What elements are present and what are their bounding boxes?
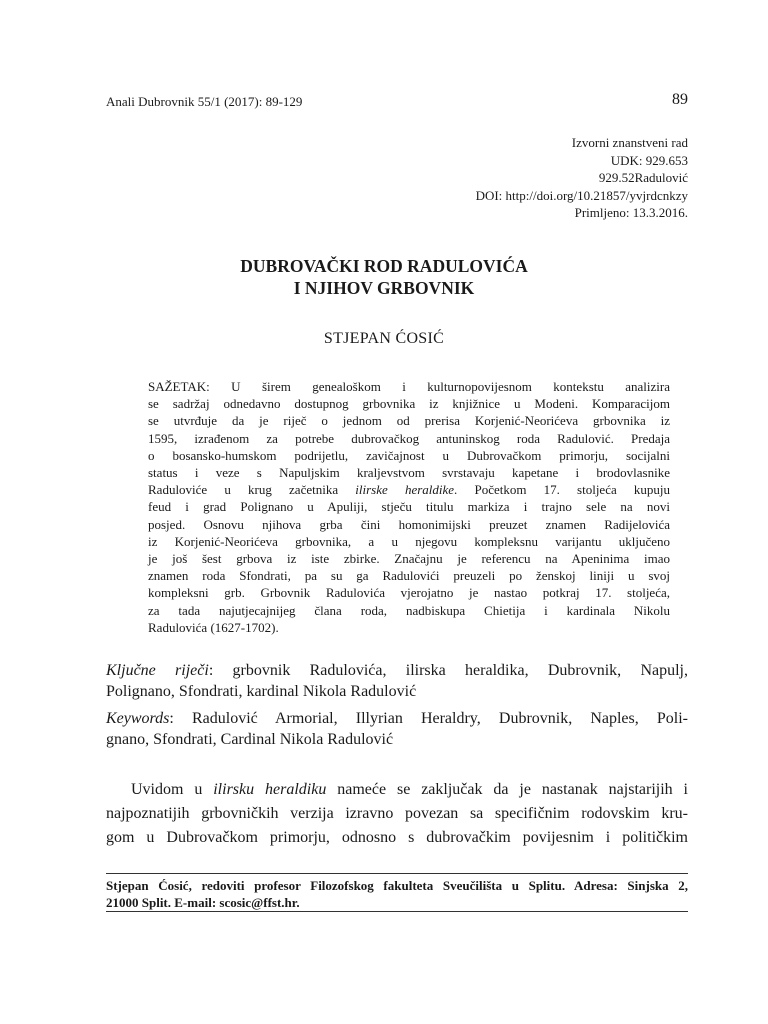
page-number: 89 [672, 91, 688, 108]
udk-code: UDK: 929.653 [610, 152, 688, 168]
footnote-line: Stjepan Ćosić, redoviti profesor Filozofskog fakulteta Sveučilišta u Splitu. Adresa: Sinjska 2, [106, 878, 688, 893]
abstract [148, 378, 670, 636]
body-line [106, 778, 688, 802]
article-type: Izvorni znanstveni rad [571, 135, 688, 150]
abstract-text: . Početkom 17. stoljeća kupuju [454, 482, 671, 498]
footnote-line: 21000 Split. E-mail: scosic@ffst.hr. [106, 895, 300, 910]
article-metadata [476, 134, 688, 222]
abstract-line: posjed. Osnovu njihova grba čini homonimijski preuzet znamen Radijelovića [148, 516, 670, 532]
author-footnote [106, 877, 688, 911]
author-name: STJEPAN ĆOSIĆ [323, 330, 445, 347]
received-date: Primljeno: 13.3.2016. [574, 205, 688, 220]
body-text-run: nameće se zaključak da je nastanak najstarijih i [326, 781, 688, 798]
abstract-text: Raduloviće u krug začetnika [148, 482, 356, 498]
keywords-label: Keywords [106, 710, 170, 727]
article-title [0, 255, 768, 299]
keywords-line: gnano, Sfondrati, Cardinal Nikola Radulović [106, 731, 394, 748]
abstract-line: status i veze s Napuljskim kraljevstvom svrstavaju kapetane i brodovlasnike [148, 465, 670, 481]
abstract-line: se utvrđuje da je riječ o jednom od prerisa Korjenić-Neorićeva grbovnika iz [148, 413, 670, 429]
doi-link[interactable]: DOI: http://doi.org/10.21857/yvjrdcnkzy [475, 187, 688, 203]
abstract-line [148, 481, 670, 498]
keywords-text: : grbovnik Radulovića, ilirska heraldika, Dubrovnik, Napulj, [208, 662, 689, 679]
abstract-line: SAŽETAK: U širem genealoškom i kulturnopovijesnom kontekstu analizira [148, 379, 670, 394]
body-line: najpoznatijih grbovničkih verzija izravno povezan sa specifičnim rodovskim kru- [106, 805, 688, 822]
udk-code-secondary: 929.52Radulović [598, 170, 688, 185]
abstract-line: 1595, izrađenom za potrebe dubrovačkog antuninskog roda Radulović. Predaja [148, 430, 670, 446]
keywords-text: : Radulović Armorial, Illyrian Heraldry, Dubrovnik, Naples, Poli- [169, 710, 688, 727]
keywords-english [106, 708, 688, 750]
footnote-rule-bottom [106, 911, 688, 912]
abstract-emphasis: ilirske heraldike [355, 482, 455, 498]
body-text [106, 778, 688, 850]
abstract-line: kompleksni grb. Grbovnik Radulovića vjerojatno je nastao potkraj 17. stoljeća, [148, 585, 670, 601]
keywords-line [106, 660, 688, 681]
body-line: gom u Dubrovačkom primorju, odnosno s dubrovačkim povijesnim i političkim [106, 829, 688, 846]
keywords-line [106, 708, 688, 729]
abstract-line: za tada najutjecajnijeg člana roda, nadbiskupa Chietija i kardinala Nikolu [148, 602, 670, 618]
title-line-1: DUBROVAČKI ROD RADULOVIĆA [240, 256, 528, 276]
abstract-line: o bosansko-humskom podrijetlu, zavičajnost u Dubrovačkom primorju, socijalni [148, 447, 670, 463]
abstract-line: se sadržaj odnedavno dostupnog grbovnika iz knjižnice u Modeni. Komparacijom [148, 396, 670, 412]
abstract-line: je još šest grbova iz iste zbirke. Značajnu je referencu na Apeninima imao [148, 551, 670, 567]
body-emphasis: ilirsku heraldiku [213, 781, 327, 798]
keywords-croatian [106, 660, 688, 702]
keywords-label: Ključne riječi [106, 662, 209, 679]
abstract-line: iz Korjenić-Neorićeva grbovnika, a u njegovu kompleksnu varijantu uključeno [148, 533, 670, 549]
footnote-rule-top [106, 873, 688, 874]
title-line-2: I NJIHOV GRBOVNIK [293, 278, 475, 298]
abstract-line: znamen roda Sfondrati, pa su ga Radulovići preuzeli po ženskoj liniji u svoj [148, 568, 670, 584]
journal-citation: Anali Dubrovnik 55/1 (2017): 89-129 [106, 94, 303, 109]
abstract-line: feud i grad Polignano u Apuliji, stječu titulu markiza i trajno sele na novi [148, 499, 670, 515]
body-text-run: Uvidom u [131, 781, 214, 798]
abstract-line: Radulovića (1627-1702). [148, 619, 279, 635]
keywords-line: Polignano, Sfondrati, kardinal Nikola Radulović [106, 683, 417, 700]
